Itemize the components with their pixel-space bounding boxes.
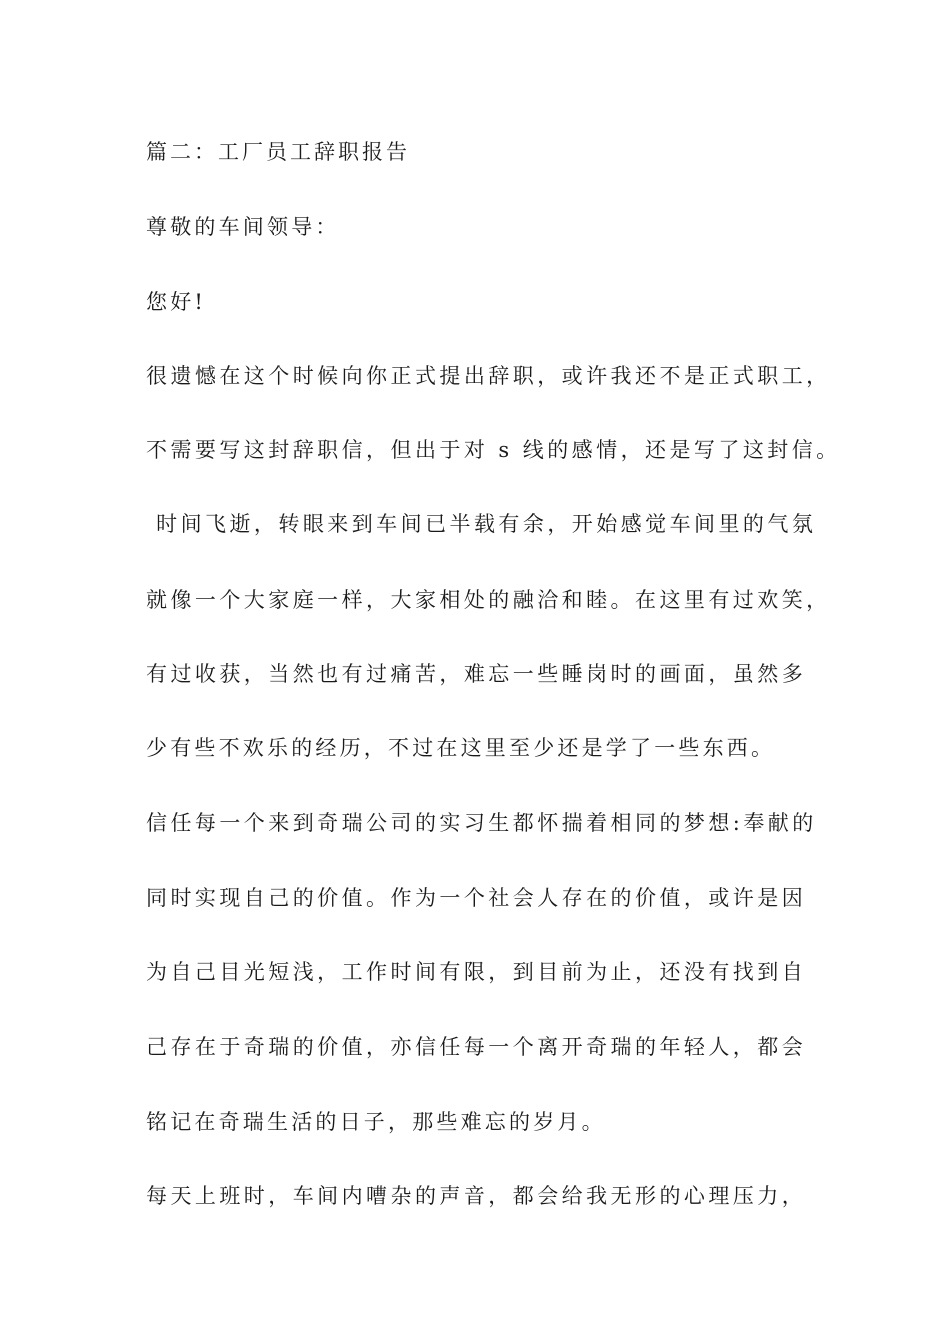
body-line: 信任每一个来到奇瑞公司的实习生都怀揣着相同的梦想:奉献的 — [146, 811, 817, 835]
salutation: 尊敬的车间领导： — [146, 215, 340, 239]
body-line: 少有些不欢乐的经历，不过在这里至少还是学了一些东西。 — [146, 736, 776, 760]
body-line: 时间飞逝，转眼来到车间已半载有余，开始感觉车间里的气氛 — [146, 512, 817, 536]
body-line: 不需要写这封辞职信，但出于对 s 线的感情，还是写了这封信。 — [146, 438, 841, 462]
body-line: 己存在于奇瑞的价值，亦信任每一个离开奇瑞的年轻人，都会 — [146, 1035, 807, 1059]
body-line: 同时实现自己的价值。作为一个社会人存在的价值，或许是因 — [146, 886, 807, 910]
body-line: 就像一个大家庭一样，大家相处的融洽和睦。在这里有过欢笑， — [146, 588, 831, 612]
body-line: 每天上班时，车间内嘈杂的声音，都会给我无形的心理压力， — [146, 1184, 807, 1208]
document-heading: 篇二：工厂员工辞职报告 — [146, 140, 410, 164]
body-line: 有过收获，当然也有过痛苦，难忘一些睡岗时的画面，虽然多 — [146, 662, 807, 686]
body-line: 为自己目光短浅，工作时间有限，到目前为止，还没有找到自 — [146, 960, 807, 984]
body-line: 很遗憾在这个时候向你正式提出辞职，或许我还不是正式职工， — [146, 364, 831, 388]
greeting: 您好! — [146, 290, 207, 314]
body-line: 铭记在奇瑞生活的日子，那些难忘的岁月。 — [146, 1110, 606, 1134]
